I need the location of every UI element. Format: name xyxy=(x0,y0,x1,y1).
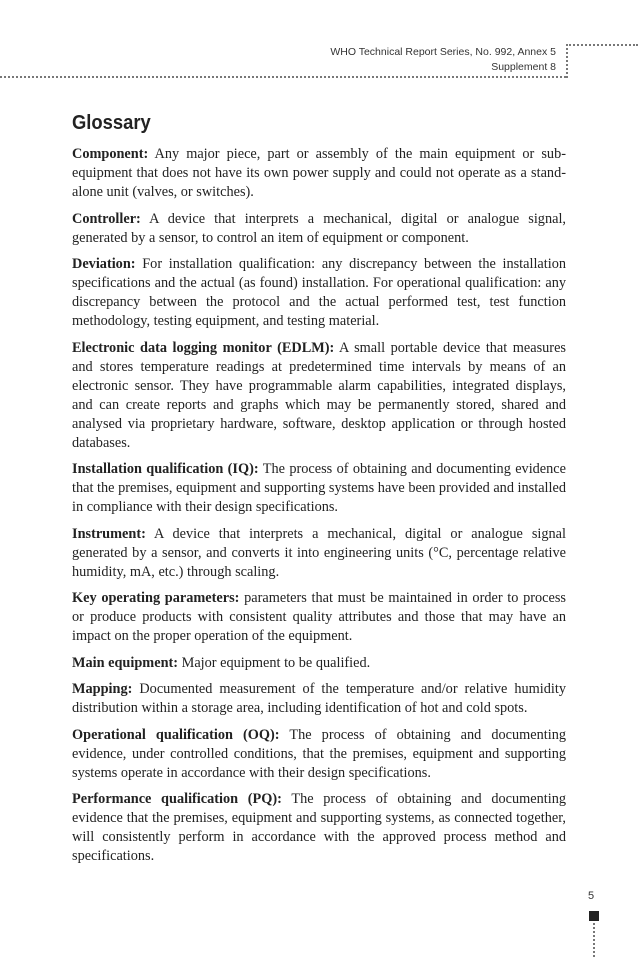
glossary-entry xyxy=(72,460,566,517)
glossary-definition: parameters that must be maintained in order to process or produce products with consistent quality attributes and those that may have an impact on the proper operation of the equipment. xyxy=(72,590,566,644)
glossary-term: Installation qualification (IQ): xyxy=(72,461,259,477)
glossary-term: Deviation: xyxy=(72,256,136,272)
glossary-term: Performance qualification (PQ): xyxy=(72,791,282,807)
glossary-entry xyxy=(72,589,566,646)
glossary-entry xyxy=(72,726,566,783)
glossary-definition: The process of obtaining and documenting evidence that the premises, equipment and supporting systems have been provided and installed in compliance with their design specifications. xyxy=(72,461,566,515)
series-title: WHO Technical Report Series, No. 992, Annex 5 xyxy=(330,46,556,58)
glossary-definition: A device that interprets a mechanical, digital or analogue signal generated by a sensor, and converts it into engineering units (°C, percentage relative humidity, mA, etc.) through scaling. xyxy=(72,525,566,580)
glossary-entry xyxy=(72,145,566,202)
glossary-term: Operational qualification (OQ): xyxy=(72,726,280,743)
glossary-entry xyxy=(72,654,566,673)
glossary-entry xyxy=(72,680,566,718)
header-dotted-rule xyxy=(0,76,566,78)
glossary-definition: The process of obtaining and documenting evidence that the premises, equipment and supporting systems, as connected together, will consistently perform in accordance with the approved process method and specifications. xyxy=(72,791,566,864)
glossary-entry xyxy=(72,790,566,866)
glossary-term: Electronic data logging monitor (EDLM): xyxy=(72,339,335,356)
supplement-label: Supplement 8 xyxy=(491,61,556,73)
glossary-definition: Documented measurement of the temperature and/or relative humidity distribution within a storage area, including identification of hot and cold spots. xyxy=(72,681,566,716)
header-top-dotted-rule xyxy=(566,44,638,46)
glossary-entry xyxy=(72,210,566,248)
glossary-term: Mapping: xyxy=(72,681,133,697)
page-number: 5 xyxy=(588,890,595,902)
glossary-definition: Any major piece, part or assembly of the main equipment or sub-equipment that does not have its own power supply and could not operate as a stand-alone unit (valves, or switches). xyxy=(72,146,566,200)
glossary-term: Component: xyxy=(72,146,149,162)
header-vertical-dotted-rule xyxy=(566,44,568,78)
glossary-term: Main equipment: xyxy=(72,654,179,671)
glossary-entry xyxy=(72,525,566,582)
glossary-term: Controller: xyxy=(72,210,141,227)
glossary-entry xyxy=(72,255,566,331)
glossary-definition: The process of obtaining and documenting evidence, under controlled conditions, that the premises, equipment and supporting systems operate in accordance with their design specifications. xyxy=(72,726,567,781)
glossary-definition: For installation qualification: any discrepancy between the installation specifications and the actual (as found) installation. For operational qualification: any discrepancy between the protocol and the actual performed test, test function methodology, testing equipment, and testing material. xyxy=(72,256,567,329)
glossary-definition: A device that interprets a mechanical, digital or analogue signal, generated by a sensor, to control an item of equipment or component. xyxy=(72,210,566,246)
page-title: Glossary xyxy=(72,112,151,134)
glossary-term: Key operating parameters: xyxy=(72,590,240,606)
running-header xyxy=(330,45,556,75)
footer-vertical-dotted-rule xyxy=(593,923,595,957)
glossary-section xyxy=(72,112,566,874)
glossary-definition: Major equipment to be qualified. xyxy=(181,654,371,671)
glossary-term: Instrument: xyxy=(72,525,146,542)
glossary-definition: A small portable device that measures and stores temperature readings at predetermined time intervals by means of an electronic sensor. They have programmable alarm capabilities, integrated displays, and can create reports and graphs which may be permanently stored, shared and analysed via proprietary hardware, software, desktop application or through hosted databases. xyxy=(72,339,566,451)
page-marker-square xyxy=(589,911,599,921)
glossary-entry xyxy=(72,339,566,453)
